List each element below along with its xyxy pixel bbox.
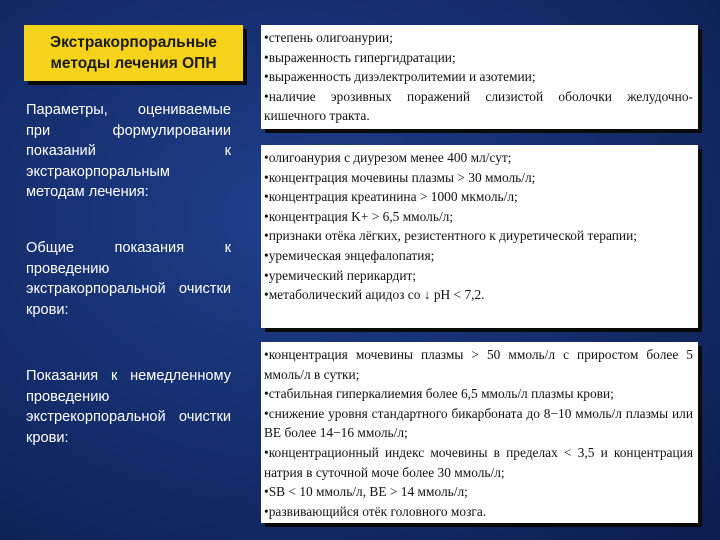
list-item: •концентрационный индекс мочевины в пределах < 3,5 и концентрация натрия в суточной моче более 30 ммоль/л; xyxy=(264,444,693,480)
list-item: •развивающийся отёк головного мозга. xyxy=(264,503,487,519)
label-immediate-indications xyxy=(26,366,231,448)
list-item: •признаки отёка лёгких, резистентного к диуретической терапии; xyxy=(264,228,637,244)
list-item: •концентрация K+ > 6,5 ммоль/л; xyxy=(264,208,454,224)
list-item: •концентрация мочевины плазмы > 50 ммоль/л с приростом более 5 ммоль/л в сутки; xyxy=(264,347,693,382)
label-general-indications-text: Общие показания к проведению экстракорпоральной очистки крови: xyxy=(26,240,231,318)
list-item: •метаболический ацидоз со ↓ рН < 7,2. xyxy=(264,287,485,303)
list-item: •концентрация мочевины плазмы > 30 ммоль/л; xyxy=(264,169,536,185)
list-item: •выраженность гипергидратации; xyxy=(264,49,456,65)
slide-title xyxy=(24,25,243,81)
list-item: •стабильная гиперкалиемия более 6,5 ммоль/л плазмы крови; xyxy=(264,386,614,402)
label-parameters xyxy=(26,100,231,203)
panel-general-indications xyxy=(261,145,698,328)
label-immediate-indications-text: Показания к немедленному проведению экстрекорпоральной очистки крови: xyxy=(26,368,231,446)
list-item: •олигоанурия с диурезом менее 400 мл/сут; xyxy=(264,150,512,165)
list-item: •наличие эрозивных поражений слизистой оболочки желудочно-кишечного тракта. xyxy=(264,88,693,124)
list-item: •концентрация креатинина > 1000 мкмоль/л; xyxy=(264,189,518,205)
list-item: •уремический перикардит; xyxy=(264,267,417,283)
list-item: •снижение уровня стандартного бикарбоната до 8−10 ммоль/л плазмы или ВЕ более 14−16 ммоль/л; xyxy=(264,405,693,441)
panel-parameters xyxy=(261,25,698,129)
list-item: •выраженность дизэлектролитемии и азотемии; xyxy=(264,69,536,85)
panel-immediate-indications xyxy=(261,342,698,523)
list-item: •уремическая энцефалопатия; xyxy=(264,247,435,263)
label-general-indications xyxy=(26,238,231,320)
slide-title-text: Экстракорпоральные методы лечения ОПН xyxy=(50,34,217,72)
label-parameters-text: Параметры, оцениваемые при формулировании показаний к экстракорпоральным методам лечения: xyxy=(26,102,231,200)
list-item: •SB < 10 ммоль/л, ВЕ > 14 ммоль/л; xyxy=(264,484,468,500)
list-item: •степень олигоанурии; xyxy=(264,30,393,45)
